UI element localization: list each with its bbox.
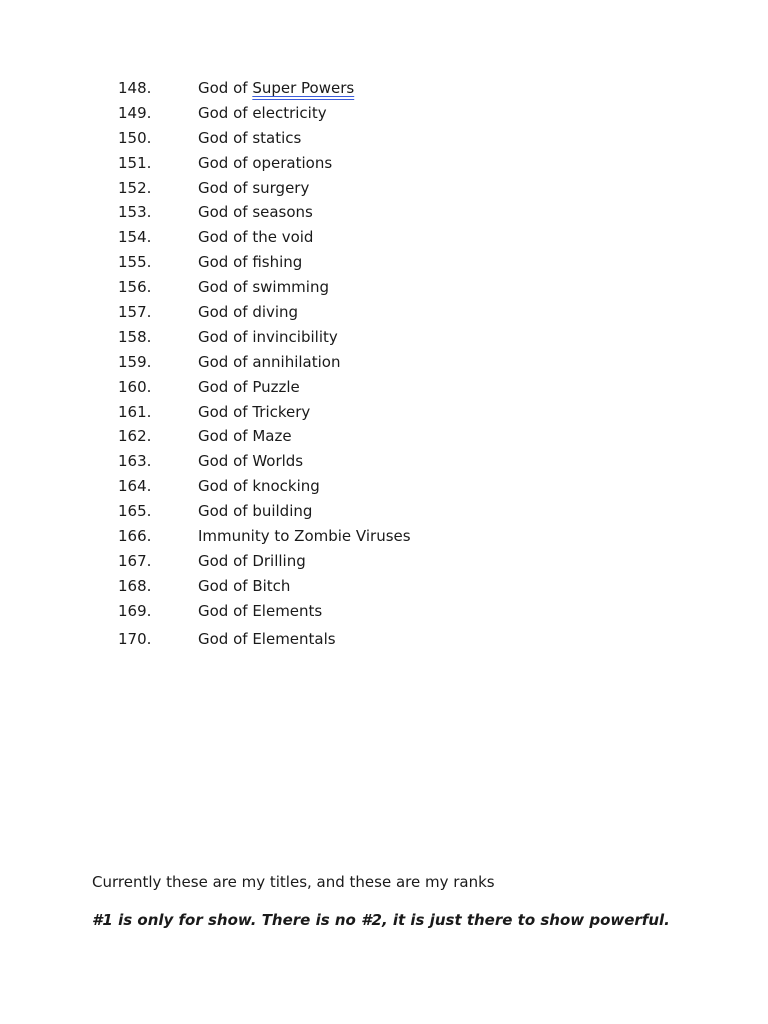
titles-list xyxy=(0,78,768,653)
list-item-number: 160. xyxy=(118,377,152,396)
list-item xyxy=(0,103,768,128)
list-item xyxy=(0,302,768,327)
spellcheck-flagged-text[interactable]: Super Powers xyxy=(252,79,355,97)
list-item xyxy=(0,178,768,203)
list-item-text: God of Elementals xyxy=(198,629,336,648)
list-item-text: God of Trickery xyxy=(198,402,311,421)
list-item xyxy=(0,352,768,377)
list-item-number: 153. xyxy=(118,203,152,222)
list-item-text: God of building xyxy=(198,502,313,521)
list-item-number: 163. xyxy=(118,452,152,471)
list-item xyxy=(0,402,768,427)
list-item-number: 148. xyxy=(118,79,152,97)
list-item-number: 155. xyxy=(118,253,152,272)
list-item-number: 149. xyxy=(118,103,152,122)
list-item xyxy=(0,128,768,153)
list-item-text: God of Puzzle xyxy=(198,377,300,396)
list-item-text: God of diving xyxy=(198,303,299,322)
list-item-text: God of Maze xyxy=(198,427,292,446)
list-item-number: 152. xyxy=(118,178,152,197)
list-item-number: 170. xyxy=(118,629,152,648)
list-item xyxy=(0,601,768,626)
list-item-number: 150. xyxy=(118,128,152,147)
list-item-text: God of Elements xyxy=(198,601,323,620)
ranks-note: #1 is only for show. There is no #2, it is just there to show powerful. xyxy=(92,911,670,929)
list-item-text: God of swimming xyxy=(198,278,329,297)
list-item-text: God of statics xyxy=(198,128,302,147)
list-item-text: Immunity to Zombie Viruses xyxy=(198,527,411,546)
list-item-number: 169. xyxy=(118,601,152,620)
list-item xyxy=(0,426,768,451)
list-item xyxy=(0,526,768,551)
list-item-text: God of the void xyxy=(198,228,314,247)
list-item-number: 165. xyxy=(118,502,152,521)
list-item-text: God of seasons xyxy=(198,203,313,222)
list-item-text xyxy=(198,78,354,99)
list-item-number: 151. xyxy=(118,153,152,172)
list-item xyxy=(0,451,768,476)
list-item-number: 159. xyxy=(118,352,152,371)
list-item xyxy=(0,227,768,252)
list-item-text: God of knocking xyxy=(198,477,320,496)
list-item xyxy=(0,202,768,227)
list-item-number: 167. xyxy=(118,551,152,570)
list-item-number: 154. xyxy=(118,228,152,247)
list-item xyxy=(0,377,768,402)
list-item-text: God of annihilation xyxy=(198,352,341,371)
list-item-number: 158. xyxy=(118,327,152,346)
list-item-number: 166. xyxy=(118,527,152,546)
list-item-text: God of invincibility xyxy=(198,327,338,346)
list-item-text: God of Worlds xyxy=(198,452,304,471)
list-item-text: God of Bitch xyxy=(198,576,291,595)
list-item-number: 162. xyxy=(118,427,152,446)
list-item xyxy=(0,327,768,352)
list-item-number: 157. xyxy=(118,303,152,322)
list-item xyxy=(0,252,768,277)
list-item xyxy=(0,501,768,526)
list-item-text: God of surgery xyxy=(198,178,310,197)
list-item xyxy=(0,476,768,501)
list-item xyxy=(0,78,768,103)
list-item-number: 156. xyxy=(118,278,152,297)
list-item-number: 168. xyxy=(118,576,152,595)
list-item-number: 164. xyxy=(118,477,152,496)
list-item xyxy=(0,629,768,654)
list-item-prefix: God of xyxy=(198,79,253,97)
list-item-number: 161. xyxy=(118,402,152,421)
list-item-text: God of operations xyxy=(198,153,333,172)
list-item-text: God of fishing xyxy=(198,253,303,272)
list-item xyxy=(0,277,768,302)
list-item xyxy=(0,551,768,576)
titles-note: Currently these are my titles, and these are my ranks xyxy=(92,873,495,891)
list-item-text: God of Drilling xyxy=(198,551,306,570)
list-item-text: God of electricity xyxy=(198,103,327,122)
list-item xyxy=(0,153,768,178)
list-item xyxy=(0,576,768,601)
